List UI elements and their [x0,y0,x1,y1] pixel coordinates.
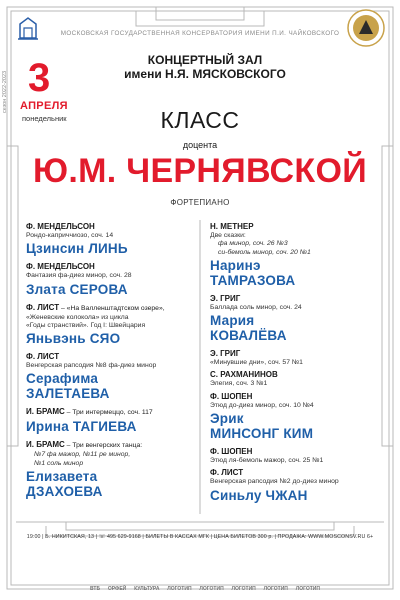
composer-label: И. БРАМС [26,407,65,417]
program-item [210,294,385,343]
work-inline: – «На Валленштадтском озере», [59,304,165,312]
performer-name: МИНСОНГ КИМ [210,426,314,442]
class-heading: КЛАСС [160,107,240,133]
composer-name [210,447,385,457]
program-item [26,352,201,401]
performer-name: Цзинсин ЛИНЬ [26,241,128,257]
work-title: Этюд ля-бемоль мажор, соч. 25 №1 [210,457,324,465]
sponsor-logo: ЛОГОТИП [263,586,288,592]
composer-label: Ф. ЛИСТ [26,352,60,362]
composer-name [26,407,201,418]
performer-name: Елизавета [26,469,98,485]
sponsor-logo: ЛОГОТИП [167,586,192,592]
composer-label: Ф. ЛИСТ [26,302,60,312]
composer-name [210,294,385,304]
work-title: «Женевские колокола» из цикла [26,313,129,321]
performer-name: Синьлу ЧЖАН [210,487,308,503]
composer-name [26,303,201,314]
date-day: 3 [28,56,51,100]
work-title: Баллада соль минор, соч. 24 [210,303,302,311]
sponsor-logos [90,584,320,594]
sponsor-logo: ЛОГОТИП [199,586,224,592]
performer-name: Ирина ТАГИЕВА [26,419,137,435]
work-title: «Годы странствий». Год I: Швейцария [26,321,146,329]
program-item [210,447,385,465]
work-title: Две сказки: [210,232,246,239]
work-title: Фантазия фа-диез минор, соч. 28 [26,272,132,280]
composer-label: Н. МЕТНЕР [210,222,254,231]
performer-name: ЗАЛЕТАЕВА [26,386,110,402]
event-info-footer: 19:00 | Б. НИКИТСКАЯ, 13 | ☏ 495 629-9168 | БИЛЕТЫ В КАССАХ МГК | ЦЕНА БИЛЕТОВ 300 р. | ПРОДАЖА: WWW.MOSCONSV.RU 6+ [26,534,374,540]
work-title: «Минувшие дни», соч. 57 №1 [210,359,303,367]
hall-line-1: КОНЦЕРТНЫЙ ЗАЛ [147,53,263,67]
work-inline: – Три венгерских танца: [64,442,143,450]
sponsor-logo: КУЛЬТУРА [134,586,160,592]
performer-name: Злата СЕРОВА [26,281,128,297]
program-item [26,440,201,499]
instrument-label: ФОРТЕПИАНО [170,198,230,207]
date-weekday: понедельник [22,114,67,123]
anniversary-seal-icon [346,8,386,48]
work-detail: №7 фа мажор, №11 ре минор, [34,451,131,459]
composer-label: Ф. МЕНДЕЛЬСОН [26,262,95,272]
work-title: Венгерская рапсодия №8 фа-диез минор [26,362,157,370]
composer-label: И. БРАМС [26,440,65,450]
performer-name: ДЗАХОЕВА [26,484,103,500]
program-item [210,468,385,502]
teacher-name: Ю.М. ЧЕРНЯВСКОЙ [33,152,367,190]
work-title: Венгерская рапсодия №2 до-диез минор [210,478,339,486]
program-item [210,349,385,367]
work-detail: фа минор, соч. 26 №3 [218,240,288,248]
program-item [210,392,385,441]
program-left-column [26,222,201,505]
work-title: Этюд до-диез минор, соч. 10 №4 [210,401,314,409]
performer-name: ТАМРАЗОВА [210,272,296,288]
sponsor-logo: ОРФЕЙ [107,586,127,592]
performer-name: Серафима [26,371,99,387]
performer-name: Яньвэнь СЯО [26,331,121,347]
sponsor-logo: ЛОГОТИП [295,586,320,592]
sponsor-logo: ЛОГОТИП [231,586,256,592]
composer-name [26,222,201,232]
composer-name [210,392,385,402]
composer-name [26,262,201,272]
composer-label: Э. ГРИГ [210,349,241,359]
composer-label: Ф. ШОПЕН [210,447,253,457]
composer-name [26,352,201,362]
work-title: Элегия, соч. 3 №1 [210,380,268,388]
composer-name [26,440,201,451]
program-item [26,262,201,296]
composer-name [210,222,385,232]
program-item [210,222,385,288]
work-detail: №1 соль минор [34,459,84,467]
program-right-column [210,222,385,509]
sponsor-logo: ВТБ [90,586,101,592]
composer-label: Ф. ЛИСТ [210,468,244,478]
conservatory-name: МОСКОВСКАЯ ГОСУДАРСТВЕННАЯ КОНСЕРВАТОРИЯ ИМЕНИ П.И. ЧАЙКОВСКОГО [60,30,340,37]
program-item [26,222,201,256]
composer-name [210,468,385,478]
performer-name: КОВАЛЁВА [210,328,287,344]
season-label: сезон 2022-2023 [2,70,8,114]
date-month: АПРЕЛЯ [20,100,68,112]
work-detail: си-бемоль минор, соч. 20 №1 [218,248,311,256]
composer-label: Ф. МЕНДЕЛЬСОН [26,222,95,231]
hall-line-2: имени Н.Я. МЯСКОВСКОГО [124,67,286,81]
performer-name: Мария [210,313,255,329]
composer-label: С. РАХМАНИНОВ [210,370,278,380]
program-item [26,407,201,434]
concert-hall [105,53,305,81]
work-title: Рондо-каприччиозо, соч. 14 [26,232,114,239]
composer-label: Э. ГРИГ [210,293,241,303]
conservatory-emblem-icon [16,16,40,42]
docent-label: доцента [182,140,218,150]
performer-name: Эрик [210,411,244,427]
program-item [210,370,385,388]
composer-label: Ф. ШОПЕН [210,391,253,401]
composer-name [210,349,385,359]
program-item [26,303,201,347]
composer-name [210,370,385,380]
performer-name: Наринэ [210,257,261,273]
work-inline: – Три интермеццо, соч. 117 [64,409,153,417]
